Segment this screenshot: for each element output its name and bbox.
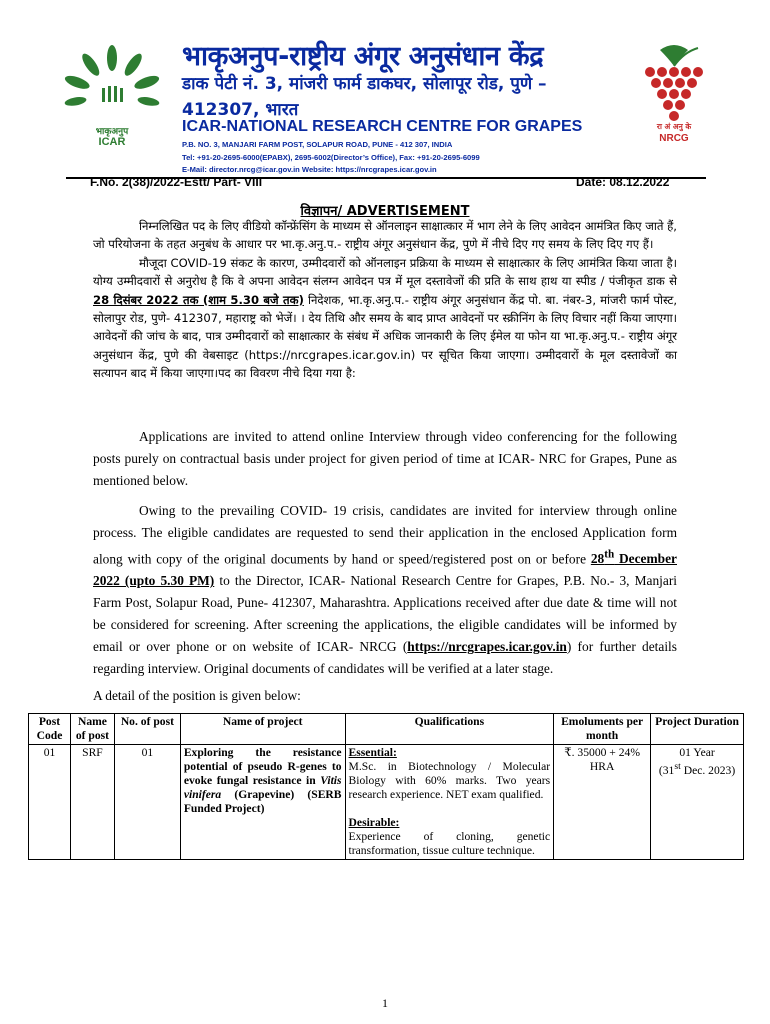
position-table <box>28 713 744 860</box>
english-paragraph-2 <box>93 500 677 680</box>
nrcg-logo-text: NRCG <box>659 133 689 144</box>
cell-project-duration <box>651 745 744 860</box>
header-qualifications: Qualifications <box>345 714 554 745</box>
desirable-text: Experience of cloning, genetic transformation, tissue culture technique. <box>348 830 551 857</box>
project-name-part-1: Exploring the resistance potential of pseudo R-genes to evoke fungal resistance in <box>183 746 342 787</box>
hindi-p2-rest: निदेशक, भा.कृ.अनु.प.- राष्ट्रीय अंगूर अनुसंधान केंद्र पो. बा. नंबर-3, मांजरी फार्म पोस्ट, सोलापुर रोड, पुणे- 412307, महाराष्ट्र को भेजें। । देय तिथि और समय के बाद प्राप्त आवेदनों पर स्क्रीनिंग के लिए विचार नहीं किया जाएगा। आवेदनों की जांच के बाद, पात्र उम्मीदवारों को साक्षात्कार के संबंध में अधिक जानकारी के लिए ईमेल या फोन या भा.कृ.अनु.प.- राष्ट्रीय अंगूर अनुसंधान केंद्र, पुणे की वेबसाइट (https://nrcgrapes.icar.gov.in) पर सूचित किया जाएगा। उम्मीदवारों के मूल दस्तावेजों का सत्यापन बाद में किया जाएगा।पद का विवरण नीचे दिया गया है: <box>93 292 677 381</box>
duration-end-date <box>654 760 740 778</box>
hindi-address <box>182 71 547 123</box>
position-detail-intro: A detail of the position is given below: <box>93 688 301 703</box>
hindi-address-line-2: 412307, भारत <box>182 100 299 120</box>
cell-qualifications <box>345 745 554 860</box>
hindi-address-line-1: डाक पेटी नं. 3, मांजरी फार्म डाकघर, सोलापूर रोड, पुणे – <box>182 74 547 94</box>
cell-project-name <box>180 745 345 860</box>
deadline-rest: December 2022 (upto 5.30 PM) <box>93 551 677 589</box>
icar-logo <box>62 40 162 158</box>
hindi-p2-intro: मौजूदा COVID-19 संकट के कारण, उम्मीदवारों को ऑनलाइन प्रक्रिया के माध्यम से साक्षात्कार के लिए आमंत्रित किया जाता है। योग्य उम्मीदवारों से अनुरोध है कि वे अपना आवेदन संलग्न आवेदन पत्र में मूल दस्तावेजों की प्रति के साथ हाथ या स्पीड / पंजीकृत डाक से <box>93 255 677 289</box>
header-post-code: Post Code <box>29 714 71 745</box>
english-institute-title: ICAR-NATIONAL RESEARCH CENTRE FOR GRAPES <box>182 118 583 135</box>
nrcg-logo-hindi: रा अं अनु के <box>656 122 692 131</box>
english-p2-end: ) for further details regarding interview. Original documents of candidates will be verified at a later stage. <box>93 639 677 677</box>
page-number: 1 <box>382 996 388 1010</box>
english-paragraph-1: Applications are invited to attend online Interview through video conferencing for the following posts purely on contractual basis under project for given period of time at ICAR- NRC for Grapes, Pune as mentioned below. <box>93 429 677 488</box>
english-address: P.B. NO. 3, MANJARI FARM POST, SOLAPUR ROAD, PUNE - 412 307, INDIA <box>182 140 453 149</box>
contact-email-website: E-Mail: director.nrcg@icar.gov.in Website: https://nrcgrapes.icar.gov.in <box>182 165 437 174</box>
header-no-of-post: No. of post <box>114 714 180 745</box>
duration-end-suffix: st <box>674 761 681 772</box>
cell-name-of-post: SRF <box>70 745 114 860</box>
essential-label: Essential: <box>348 746 397 759</box>
duration-end-rest: Dec. 2023) <box>680 763 736 777</box>
deadline-day-suffix: th <box>604 549 615 561</box>
english-address-block <box>182 139 480 177</box>
duration-years: 01 Year <box>679 746 715 759</box>
table-header-row <box>29 714 744 745</box>
header-project-duration: Project Duration <box>651 714 744 745</box>
document-date: Date: 08.12.2022 <box>576 175 670 189</box>
nrcg-logo <box>640 42 708 150</box>
desirable-label: Desirable: <box>348 816 400 829</box>
contact-phone: Tel: +91-20-2695-6000(EPABX), 2695-6002(Director’s Office), Fax: +91-20-2695-6099 <box>182 152 480 162</box>
table-row <box>29 745 744 860</box>
icar-logo-hindi: भाकृअनुप <box>95 127 129 137</box>
essential-text: M.Sc. in Biotechnology / Molecular Biology with 60% marks. Two years research experience. NET exam qualified. <box>348 760 551 801</box>
english-p2-middle: to the Director, ICAR- National Research Centre for Grapes, P.B. No.- 3, Manjari Farm Post, Solapur Road, Pune- 412307, Maharashtra. Applications received after due date & time will not be considered for screening. After screening the applications, the eligible candidates will be informed by email or over phone or on website of ICAR- NRCG ( <box>93 573 677 655</box>
cell-no-of-post: 01 <box>114 745 180 860</box>
english-p2-intro: Owing to the prevailing COVID- 19 crisis, candidates are invited for interview through online process. The eligible candidates are requested to send their application in the enclosed Application form along with copy of the original documents by hand or speed/registered post on or before <box>93 503 677 567</box>
hindi-institute-title: भाकृअनुप-राष्ट्रीय अंगूर अनुसंधान केंद्र <box>182 41 544 72</box>
hindi-paragraph-1: निम्नलिखित पद के लिए वीडियो कॉन्फ्रेंसिंग के माध्यम से ऑनलाइन साक्षात्कार में भाग लेने के लिए आवेदन आमंत्रित किए जाते हैं, जो परियोजना के तहत अनुबंध के आधार पर भा.कृ.अनु.प.- राष्ट्रीय अंगूर अनुसंधान केंद्र, पुणे में नीचे दिए गए समय के लिए दिए गए हैं। <box>93 219 677 252</box>
website-link[interactable]: https://nrcgrapes.icar.gov.in <box>407 639 567 655</box>
hindi-paragraph-2 <box>93 254 677 383</box>
project-species: Vitis vinifera <box>183 774 342 801</box>
header-name-of-post: Name of post <box>70 714 114 745</box>
cell-emoluments <box>554 745 651 860</box>
emoluments-hra: HRA <box>589 760 615 773</box>
cell-post-code: 01 <box>29 745 71 860</box>
advertisement-heading: विज्ञापन/ ADVERTISEMENT <box>300 204 470 219</box>
hindi-deadline: 28 दिसंबर 2022 तक (शाम 5.30 बजे तक) <box>93 292 304 307</box>
project-name-part-2: (Grapevine) (SERB Funded Project) <box>183 788 342 815</box>
deadline-day: 28 <box>590 551 605 567</box>
file-number: F.No. 2(38)/2022-Estt/ Part- VIII <box>90 175 263 189</box>
header-emoluments: Emoluments per month <box>554 714 651 745</box>
duration-end-day: (31 <box>658 763 675 777</box>
icar-logo-text: ICAR <box>98 136 126 148</box>
header-name-of-project: Name of project <box>180 714 345 745</box>
hindi-body <box>93 217 677 383</box>
emoluments-amount: ₹. 35000 + 24% <box>564 746 640 759</box>
